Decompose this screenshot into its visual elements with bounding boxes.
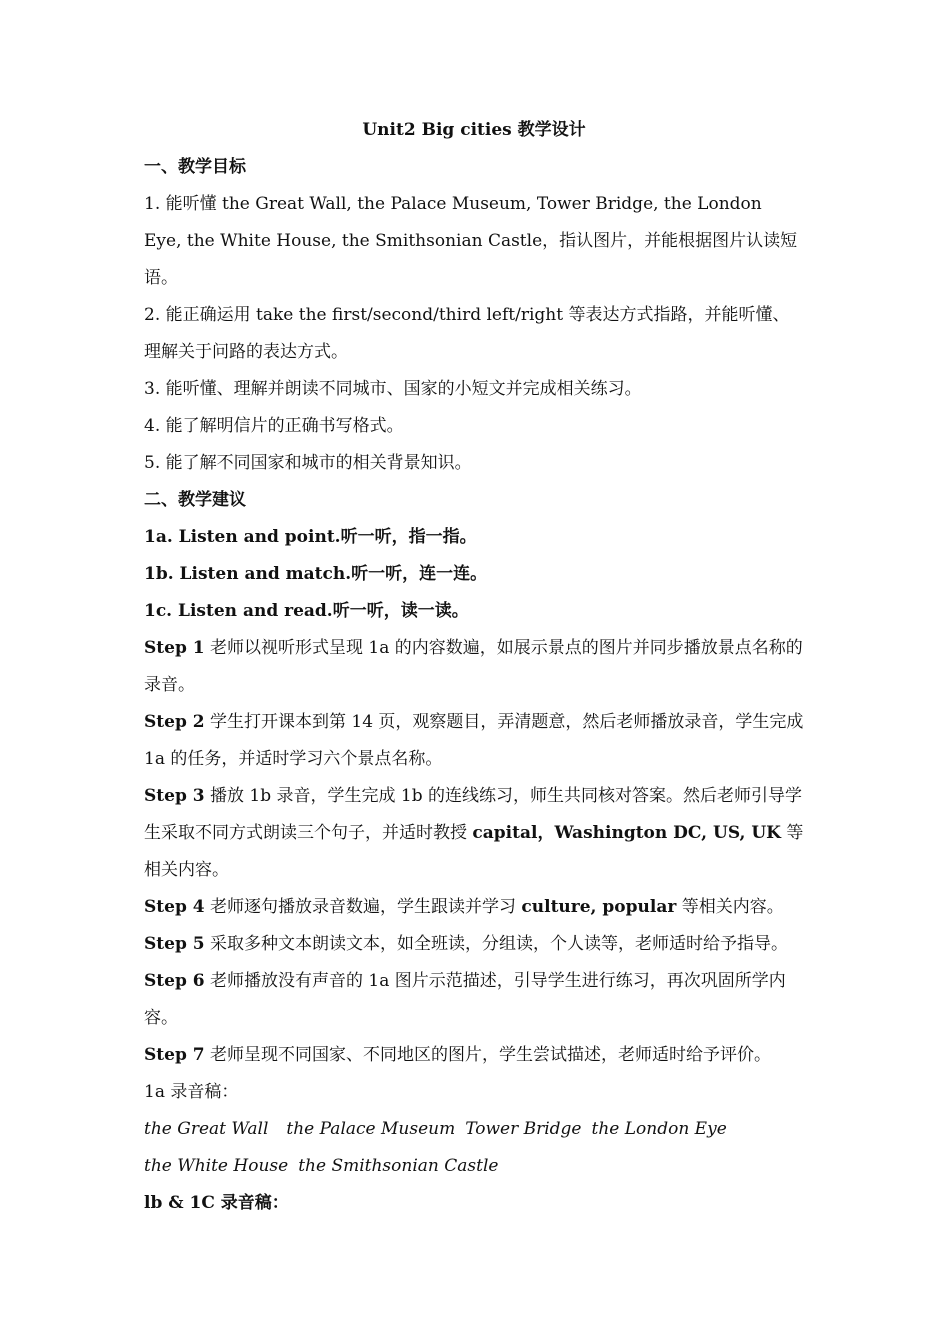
step-text: 采取多种文本朗读文本，如全班读，分组读，个人读等，老师适时给予指导。 xyxy=(204,934,788,954)
step-paragraph-4 xyxy=(144,889,804,926)
script-phrase: the Great Wall xyxy=(144,1119,269,1139)
step-label: Step 1 xyxy=(144,638,205,658)
section-heading-objectives: 一、教学目标 xyxy=(144,157,246,177)
step-label: Step 5 xyxy=(144,934,205,954)
step-label: Step 4 xyxy=(144,897,205,917)
step-paragraph-6 xyxy=(144,963,804,1037)
script-phrase: Tower Bridge xyxy=(465,1119,582,1139)
step-label: Step 3 xyxy=(144,786,205,806)
step-text: 老师逐句播放录音数遍，学生跟读并学习 xyxy=(204,897,522,917)
step-text: 老师呈现不同国家、不同地区的图片，学生尝试描述，老师适时给予评价。 xyxy=(204,1045,771,1065)
final-heading: lb & 1C 录音稿： xyxy=(144,1193,289,1213)
step-paragraph-1 xyxy=(144,630,804,704)
script-line-1 xyxy=(144,1111,804,1148)
step-bold-terms: capital，Washington DC, US, UK xyxy=(472,823,781,843)
step-text: 播放 1b 录音，学生完成 1b 的连线练习，师生共同核对答案。然后老师引导学生采取不同方式朗读三个句子，并适时教授 xyxy=(144,786,803,843)
step-label: Step 2 xyxy=(144,712,205,732)
step-paragraph-2 xyxy=(144,704,804,778)
objective-item-5: 5. 能了解不同国家和城市的相关背景知识。 xyxy=(144,453,472,473)
document-title: Unit2 Big cities 教学设计 xyxy=(362,120,586,140)
script-phrase: the London Eye xyxy=(591,1119,727,1139)
step-script-label: 1a 录音稿： xyxy=(144,1082,239,1102)
subheading-1a: 1a. Listen and point.听一听，指一指。 xyxy=(144,527,477,547)
step-bold-terms: culture, popular xyxy=(521,897,677,917)
step-text: 学生打开课本到第 14 页，观察题目，弄清题意，然后老师播放录音，学生完成 1a 的任务，并适时学习六个景点名称。 xyxy=(144,712,804,769)
step-label: Step 6 xyxy=(144,971,205,991)
subheading-1c: 1c. Listen and read.听一听，读一读。 xyxy=(144,601,469,621)
step-label: Step 7 xyxy=(144,1045,205,1065)
script-phrase: the White House xyxy=(144,1156,289,1176)
section-heading-suggestions: 二、教学建议 xyxy=(144,490,246,510)
step-paragraph-3 xyxy=(144,778,804,889)
step-text: 老师以视听形式呈现 1a 的内容数遍，如展示景点的图片并同步播放景点名称的录音。 xyxy=(144,638,803,695)
objective-item-3: 3. 能听懂、理解并朗读不同城市、国家的小短文并完成相关练习。 xyxy=(144,379,642,399)
step-paragraph-5 xyxy=(144,926,804,963)
document-content xyxy=(144,112,804,1222)
script-phrase: the Smithsonian Castle xyxy=(298,1156,499,1176)
step-paragraph-7 xyxy=(144,1037,804,1111)
step-text: 老师播放没有声音的 1a 图片示范描述，引导学生进行练习，再次巩固所学内容。 xyxy=(144,971,786,1028)
subheading-1b: 1b. Listen and match.听一听，连一连。 xyxy=(144,564,488,584)
objective-item-2: 2. 能正确运用 take the first/second/third left/right 等表达方式指路，并能听懂、理解关于问路的表达方式。 xyxy=(144,305,790,362)
script-line-2 xyxy=(144,1148,804,1185)
objective-item-4: 4. 能了解明信片的正确书写格式。 xyxy=(144,416,404,436)
step-text-tail: 等相关内容。 xyxy=(676,897,784,917)
step-text-tail: 等相关内容。 xyxy=(144,823,804,880)
objective-item-1: 1. 能听懂 the Great Wall, the Palace Museum, Tower Bridge, the London Eye, the White House, the Smithsonian Castle，指认图片，并能根据图片认读短语。 xyxy=(144,194,798,288)
script-phrase: the Palace Museum xyxy=(286,1119,456,1139)
